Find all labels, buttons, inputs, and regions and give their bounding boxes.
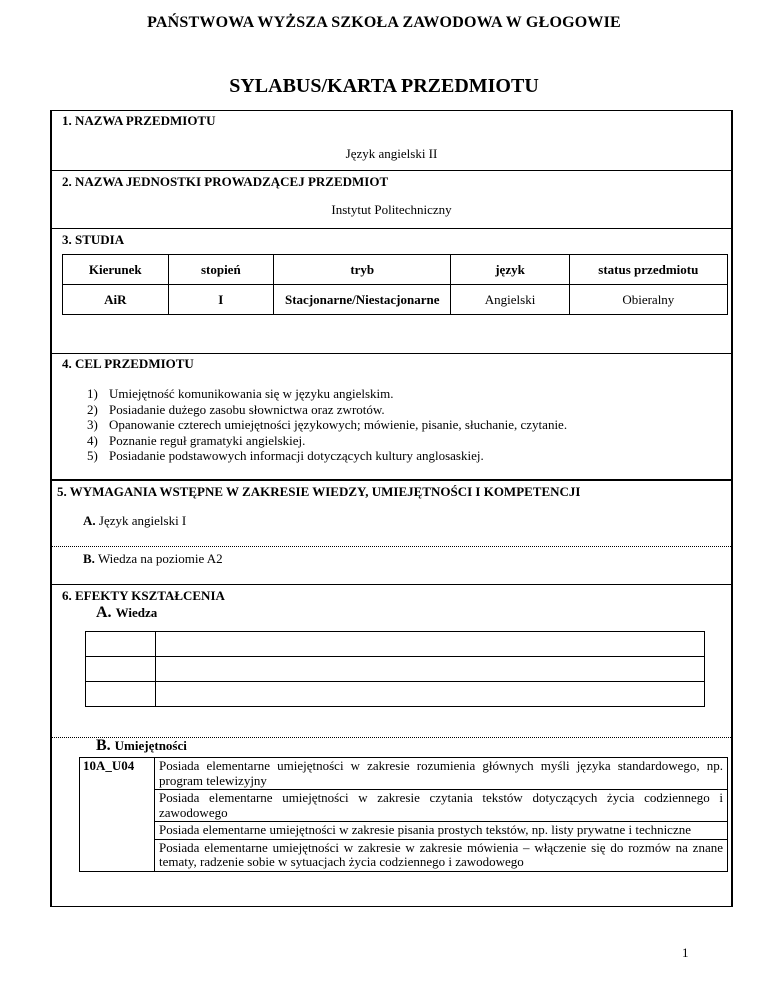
requirement-a: A. Język angielski I — [83, 513, 187, 528]
header-cell: status przedmiotu — [569, 255, 727, 285]
divider — [50, 584, 733, 585]
section-1-label: 1. NAZWA PRZEDMIOTU — [62, 113, 216, 128]
effect-description: Posiada elementarne umiejętności w zakresie pisania prostych tekstów, np. listy prywatne i techniczne — [155, 822, 728, 840]
section-3-label: 3. STUDIA — [62, 232, 125, 247]
document-title: SYLABUS/KARTA PRZEDMIOTU — [229, 75, 539, 97]
effect-description: Posiada elementarne umiejętności w zakresie w zakresie mówienia – włączenie się do rozmów na znane tematy, radzenie sobie w sytuacjach życia codziennego i zawodowego — [155, 839, 728, 871]
list-item: 2) Posiadanie dużego zasobu słownictwa oraz zwrotów. — [87, 401, 385, 417]
section-4-label: 4. CEL PRZEDMIOTU — [62, 356, 194, 371]
divider — [50, 228, 733, 229]
header-cell: język — [451, 255, 569, 285]
header-cell: Kierunek — [63, 255, 169, 285]
studies-value-row — [63, 285, 728, 315]
table-row — [86, 632, 705, 657]
page-number: 1 — [682, 945, 689, 960]
list-item: 1) Umiejętność komunikowania się w języku angielskim. — [87, 386, 394, 401]
list-item: 4) Poznanie reguł gramatyki angielskiej. — [87, 432, 306, 448]
cell-kierunek: AiR — [63, 285, 169, 315]
wiedza-table — [85, 631, 705, 707]
studies-header-row — [63, 255, 728, 285]
divider — [50, 353, 733, 354]
cell-stopien: I — [168, 285, 274, 315]
cell-jezyk: Angielski — [451, 285, 569, 315]
header-cell: tryb — [274, 255, 451, 285]
wiedza-heading: A. Wiedza — [96, 604, 158, 621]
university-name: PAŃSTWOWA WYŻSZA SZKOŁA ZAWODOWA W GŁOGOWIE — [147, 14, 621, 31]
table-row — [80, 839, 728, 871]
divider — [50, 479, 733, 481]
goals-list — [87, 386, 567, 464]
list-item: 5) Posiadanie podstawowych informacji dotyczących kultury anglosaskiej. — [87, 448, 484, 463]
umiejetnosci-table — [79, 757, 728, 872]
cell-tryb: Stacjonarne/Niestacjonarne — [274, 285, 451, 315]
table-row — [80, 822, 728, 840]
studies-table — [62, 254, 728, 315]
divider — [50, 546, 733, 547]
section-6-label: 6. EFEKTY KSZTAŁCENIA — [62, 588, 225, 603]
course-name: Język angielski II — [345, 146, 438, 161]
table-row — [86, 682, 705, 707]
table-row — [86, 657, 705, 682]
unit-name: Instytut Politechniczny — [331, 202, 452, 217]
effect-code: 10A_U04 — [80, 758, 155, 872]
table-row — [80, 790, 728, 822]
divider — [50, 170, 733, 171]
section-5-label: 5. WYMAGANIA WSTĘPNE W ZAKRESIE WIEDZY, UMIEJĘTNOŚCI I KOMPETENCJI — [57, 484, 581, 499]
section-2-label: 2. NAZWA JEDNOSTKI PROWADZĄCEJ PRZEDMIOT — [62, 174, 389, 189]
effect-description: Posiada elementarne umiejętności w zakresie czytania tekstów dotyczących życia codziennego i zawodowego — [155, 790, 728, 822]
header-cell: stopień — [168, 255, 274, 285]
divider — [50, 906, 733, 907]
umiejetnosci-heading: B. Umiejętności — [96, 737, 187, 754]
requirement-b: B. Wiedza na poziomie A2 — [83, 551, 223, 566]
table-row — [80, 758, 728, 790]
cell-status: Obieralny — [569, 285, 727, 315]
effect-description: Posiada elementarne umiejętności w zakresie rozumienia głównych myśli języka standardowego, np. program telewizyjny — [155, 758, 728, 790]
list-item: 3) Opanowanie czterech umiejętności językowych; mówienie, pisanie, słuchanie, czytanie. — [87, 417, 568, 432]
